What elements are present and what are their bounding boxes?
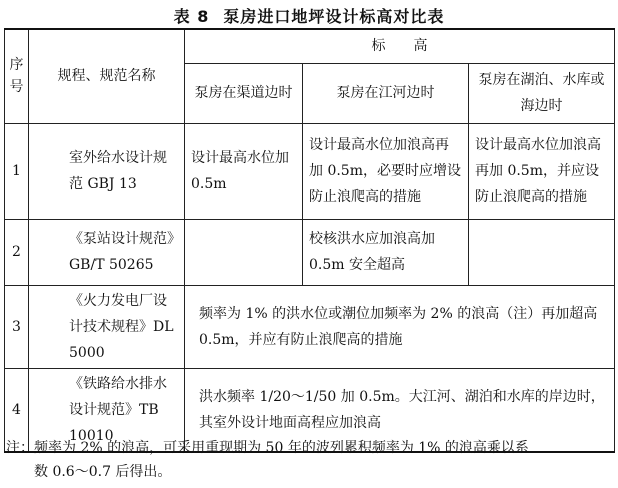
table-title [0, 4, 618, 27]
cell-merged: 频率为 1% 的洪水位或潮位加频率为 2% 的浪高（注）再加超高 0.5m，并应有防止浪爬高的措施 [185, 285, 615, 368]
row-number: 4 [5, 368, 29, 452]
name-header: 规程、规范名称 [29, 29, 185, 123]
table-row [5, 123, 615, 219]
row-name: 《铁路给水排水设计规范》TB 10010 [29, 368, 185, 452]
seq-header-char-2: 号 [9, 79, 24, 96]
cell-river: 设计最高水位加浪高再加 0.5m，必要时应增设防止浪爬高的措施 [303, 123, 469, 219]
elevation-header: 标 高 [185, 29, 615, 63]
table-caption: 泵房进口地坪设计标高对比表 [223, 7, 445, 26]
cell-lake [469, 219, 615, 285]
table-row [5, 219, 615, 285]
header-row-1 [5, 29, 615, 63]
cell-merged: 洪水频率 1/20～1/50 加 0.5m。大江河、湖泊和水库的岸边时，其室外设计地面高程应加浪高 [185, 368, 615, 452]
row-name: 《泵站设计规范》GB/T 50265 [29, 219, 185, 285]
table-number: 表 8 [173, 7, 210, 26]
row-number: 3 [5, 285, 29, 368]
col-header-river: 泵房在江河边时 [303, 63, 469, 123]
row-number: 1 [5, 123, 29, 219]
col-header-canal: 泵房在渠道边时 [185, 63, 303, 123]
col-header-lake: 泵房在湖泊、水库或海边时 [469, 63, 615, 123]
table-row [5, 285, 615, 368]
cell-canal: 设计最高水位加 0.5m [185, 123, 303, 219]
row-name: 室外给水设计规范 GBJ 13 [29, 123, 185, 219]
cell-lake: 设计最高水位加浪高再加 0.5m，并应设防止浪爬高的措施 [469, 123, 615, 219]
cell-canal [185, 219, 303, 285]
row-number: 2 [5, 219, 29, 285]
row-name: 《火力发电厂设计技术规程》DL 5000 [29, 285, 185, 368]
seq-header [5, 29, 29, 123]
footnote-line-1: 注：频率为 2% 的浪高，可采用重现期为 50 年的波列累积频率为 1% 的浪高乘以系 [6, 440, 529, 456]
seq-header-char-1: 序 [9, 57, 24, 74]
footnote-line-2: 数 0.6～0.7 后得出。 [34, 464, 172, 480]
comparison-table [4, 28, 615, 453]
cell-river: 校核洪水应加浪高加 0.5m 安全超高 [303, 219, 469, 285]
table-footnote [6, 436, 612, 484]
